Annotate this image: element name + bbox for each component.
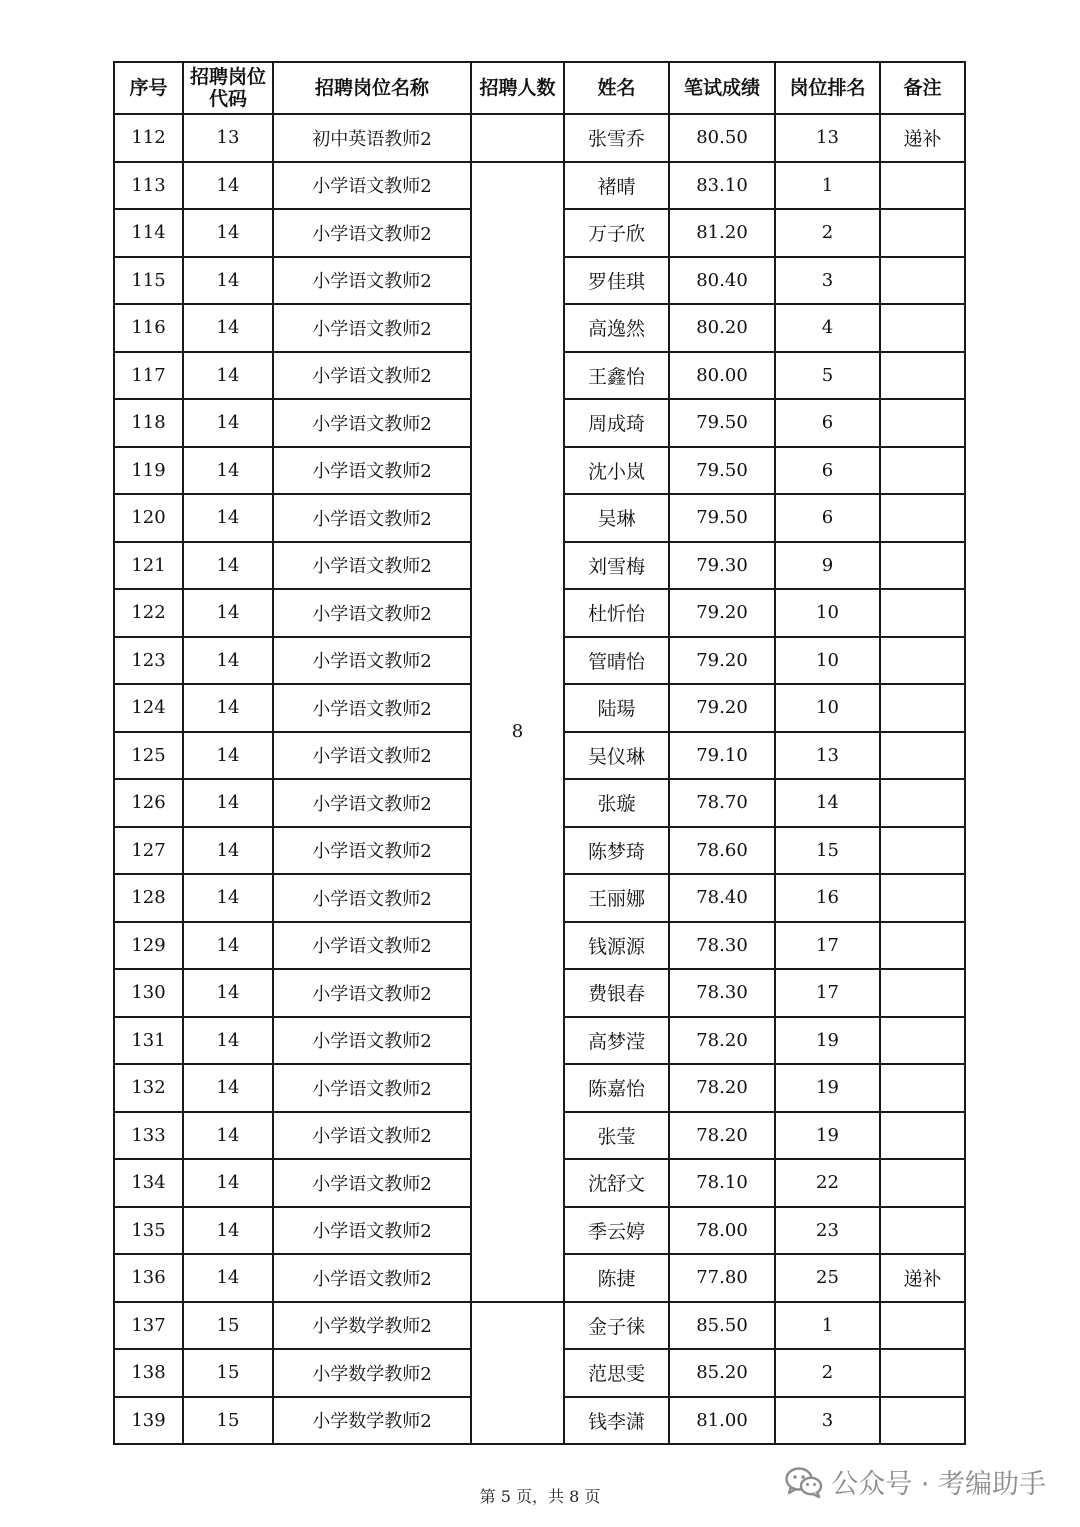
- cell-code: 14: [183, 257, 273, 305]
- header-note: 备注: [880, 62, 965, 114]
- cell-score: 78.40: [669, 874, 775, 922]
- cell-post: 小学语文教师2: [273, 827, 471, 875]
- cell-name: 管晴怡: [564, 637, 669, 685]
- cell-code: 14: [183, 352, 273, 400]
- cell-seq: 121: [114, 542, 183, 590]
- cell-code: 15: [183, 1397, 273, 1445]
- cell-score: 79.30: [669, 542, 775, 590]
- cell-seq: 133: [114, 1112, 183, 1160]
- cell-score: 80.50: [669, 114, 775, 162]
- cell-post: 小学语文教师2: [273, 684, 471, 732]
- cell-rank: 22: [775, 1159, 880, 1207]
- table-row: [114, 162, 965, 210]
- cell-rank: 19: [775, 1112, 880, 1160]
- cell-score: 79.20: [669, 684, 775, 732]
- cell-score: 79.50: [669, 399, 775, 447]
- cell-note: [880, 827, 965, 875]
- cell-note: [880, 1159, 965, 1207]
- header-seq: 序号: [114, 62, 183, 114]
- cell-code: 14: [183, 779, 273, 827]
- cell-score: 79.20: [669, 637, 775, 685]
- results-table: [113, 61, 966, 1445]
- cell-post: 小学语文教师2: [273, 1254, 471, 1302]
- wechat-icon: [785, 1466, 823, 1498]
- cell-seq: 118: [114, 399, 183, 447]
- cell-score: 78.70: [669, 779, 775, 827]
- cell-name: 王丽娜: [564, 874, 669, 922]
- cell-rank: 17: [775, 922, 880, 970]
- cell-score: 81.00: [669, 1397, 775, 1445]
- cell-score: 78.10: [669, 1159, 775, 1207]
- cell-note: [880, 1397, 965, 1445]
- cell-code: 14: [183, 922, 273, 970]
- cell-rank: 17: [775, 969, 880, 1017]
- cell-code: 14: [183, 874, 273, 922]
- cell-rank: 19: [775, 1064, 880, 1112]
- cell-note: [880, 969, 965, 1017]
- cell-score: 77.80: [669, 1254, 775, 1302]
- cell-name: 高梦滢: [564, 1017, 669, 1065]
- cell-post: 小学语文教师2: [273, 352, 471, 400]
- cell-code: 14: [183, 209, 273, 257]
- cell-code: 14: [183, 637, 273, 685]
- header-post: 招聘岗位名称: [273, 62, 471, 114]
- cell-post: 小学语文教师2: [273, 1017, 471, 1065]
- cell-score: 85.20: [669, 1349, 775, 1397]
- cell-seq: 123: [114, 637, 183, 685]
- cell-code: 14: [183, 969, 273, 1017]
- header-rank: 岗位排名: [775, 62, 880, 114]
- cell-name: 陆瑒: [564, 684, 669, 732]
- cell-code: 14: [183, 494, 273, 542]
- cell-score: 78.60: [669, 827, 775, 875]
- cell-name: 罗佳琪: [564, 257, 669, 305]
- cell-code: 14: [183, 1017, 273, 1065]
- cell-rank: 2: [775, 1349, 880, 1397]
- cell-post: 小学语文教师2: [273, 1064, 471, 1112]
- cell-seq: 128: [114, 874, 183, 922]
- cell-post: 初中英语教师2: [273, 114, 471, 162]
- cell-score: 81.20: [669, 209, 775, 257]
- cell-name: 杜忻怡: [564, 589, 669, 637]
- cell-rank: 13: [775, 114, 880, 162]
- cell-note: 递补: [880, 114, 965, 162]
- table-row: [114, 114, 965, 162]
- cell-score: 80.00: [669, 352, 775, 400]
- cell-name: 周成琦: [564, 399, 669, 447]
- cell-rank: 6: [775, 399, 880, 447]
- cell-note: [880, 162, 965, 210]
- cell-name: 沈小岚: [564, 447, 669, 495]
- cell-name: 吴仪琳: [564, 732, 669, 780]
- cell-note: [880, 1349, 965, 1397]
- cell-quota-merged: [471, 1302, 564, 1445]
- cell-post: 小学数学教师2: [273, 1397, 471, 1445]
- cell-note: [880, 1112, 965, 1160]
- cell-seq: 132: [114, 1064, 183, 1112]
- cell-seq: 119: [114, 447, 183, 495]
- cell-code: 14: [183, 589, 273, 637]
- cell-code: 14: [183, 162, 273, 210]
- cell-note: [880, 874, 965, 922]
- cell-name: 范思雯: [564, 1349, 669, 1397]
- cell-note: [880, 209, 965, 257]
- cell-seq: 125: [114, 732, 183, 780]
- cell-note: [880, 779, 965, 827]
- cell-post: 小学语文教师2: [273, 304, 471, 352]
- cell-score: 79.20: [669, 589, 775, 637]
- cell-post: 小学语文教师2: [273, 209, 471, 257]
- cell-score: 78.30: [669, 969, 775, 1017]
- cell-name: 陈捷: [564, 1254, 669, 1302]
- cell-score: 85.50: [669, 1302, 775, 1350]
- cell-score: 79.10: [669, 732, 775, 780]
- cell-score: 78.00: [669, 1207, 775, 1255]
- cell-name: 褚晴: [564, 162, 669, 210]
- cell-code: 15: [183, 1302, 273, 1350]
- cell-note: [880, 399, 965, 447]
- cell-note: [880, 589, 965, 637]
- header-score: 笔试成绩: [669, 62, 775, 114]
- cell-name: 吴琳: [564, 494, 669, 542]
- page-number: 第 5 页，共 8 页: [479, 1487, 601, 1506]
- cell-score: 80.40: [669, 257, 775, 305]
- cell-code: 14: [183, 1112, 273, 1160]
- cell-post: 小学语文教师2: [273, 779, 471, 827]
- cell-name: 刘雪梅: [564, 542, 669, 590]
- cell-code: 14: [183, 1254, 273, 1302]
- table-body: [114, 114, 965, 1444]
- cell-seq: 116: [114, 304, 183, 352]
- cell-name: 季云婷: [564, 1207, 669, 1255]
- cell-name: 张莹: [564, 1112, 669, 1160]
- cell-name: 张雪乔: [564, 114, 669, 162]
- cell-note: [880, 1064, 965, 1112]
- cell-code: 14: [183, 447, 273, 495]
- cell-name: 钱源源: [564, 922, 669, 970]
- cell-rank: 25: [775, 1254, 880, 1302]
- cell-rank: 3: [775, 1397, 880, 1445]
- cell-rank: 10: [775, 684, 880, 732]
- cell-score: 80.20: [669, 304, 775, 352]
- cell-seq: 127: [114, 827, 183, 875]
- cell-note: [880, 257, 965, 305]
- cell-score: 83.10: [669, 162, 775, 210]
- cell-seq: 122: [114, 589, 183, 637]
- cell-note: [880, 684, 965, 732]
- watermark: [785, 1462, 1046, 1501]
- cell-seq: 131: [114, 1017, 183, 1065]
- cell-seq: 115: [114, 257, 183, 305]
- cell-rank: 1: [775, 1302, 880, 1350]
- header-name: 姓名: [564, 62, 669, 114]
- cell-post: 小学语文教师2: [273, 542, 471, 590]
- cell-score: 79.50: [669, 447, 775, 495]
- cell-seq: 137: [114, 1302, 183, 1350]
- cell-seq: 136: [114, 1254, 183, 1302]
- cell-rank: 6: [775, 494, 880, 542]
- cell-name: 费银春: [564, 969, 669, 1017]
- cell-rank: 13: [775, 732, 880, 780]
- cell-rank: 14: [775, 779, 880, 827]
- header-row: [114, 62, 965, 114]
- cell-name: 陈嘉怡: [564, 1064, 669, 1112]
- cell-rank: 19: [775, 1017, 880, 1065]
- cell-seq: 113: [114, 162, 183, 210]
- cell-seq: 117: [114, 352, 183, 400]
- cell-rank: 3: [775, 257, 880, 305]
- cell-seq: 134: [114, 1159, 183, 1207]
- cell-score: 78.20: [669, 1112, 775, 1160]
- cell-rank: 6: [775, 447, 880, 495]
- cell-name: 张璇: [564, 779, 669, 827]
- cell-rank: 1: [775, 162, 880, 210]
- cell-post: 小学语文教师2: [273, 399, 471, 447]
- cell-code: 13: [183, 114, 273, 162]
- cell-name: 钱李潇: [564, 1397, 669, 1445]
- cell-code: 15: [183, 1349, 273, 1397]
- cell-note: [880, 1302, 965, 1350]
- cell-code: 14: [183, 827, 273, 875]
- cell-seq: 112: [114, 114, 183, 162]
- cell-note: [880, 1207, 965, 1255]
- cell-post: 小学语文教师2: [273, 589, 471, 637]
- cell-note: [880, 1017, 965, 1065]
- cell-rank: 15: [775, 827, 880, 875]
- cell-seq: 126: [114, 779, 183, 827]
- cell-score: 78.20: [669, 1064, 775, 1112]
- cell-note: [880, 447, 965, 495]
- cell-quota-merged: 8: [471, 162, 564, 1302]
- cell-rank: 16: [775, 874, 880, 922]
- cell-seq: 139: [114, 1397, 183, 1445]
- cell-post: 小学语文教师2: [273, 1112, 471, 1160]
- cell-note: [880, 352, 965, 400]
- cell-post: 小学数学教师2: [273, 1349, 471, 1397]
- cell-seq: 138: [114, 1349, 183, 1397]
- cell-note: [880, 542, 965, 590]
- cell-seq: 129: [114, 922, 183, 970]
- cell-post: 小学语文教师2: [273, 494, 471, 542]
- cell-post: 小学语文教师2: [273, 257, 471, 305]
- cell-note: [880, 304, 965, 352]
- cell-post: 小学语文教师2: [273, 922, 471, 970]
- cell-code: 14: [183, 304, 273, 352]
- cell-post: 小学语文教师2: [273, 732, 471, 780]
- cell-note: [880, 922, 965, 970]
- cell-note: [880, 637, 965, 685]
- cell-post: 小学数学教师2: [273, 1302, 471, 1350]
- cell-quota: [471, 114, 564, 162]
- cell-code: 14: [183, 542, 273, 590]
- cell-post: 小学语文教师2: [273, 874, 471, 922]
- cell-post: 小学语文教师2: [273, 1207, 471, 1255]
- cell-seq: 120: [114, 494, 183, 542]
- cell-name: 万子欣: [564, 209, 669, 257]
- cell-code: 14: [183, 1207, 273, 1255]
- cell-score: 78.20: [669, 1017, 775, 1065]
- cell-seq: 135: [114, 1207, 183, 1255]
- watermark-text: 公众号 · 考编助手: [831, 1469, 1046, 1500]
- cell-rank: 23: [775, 1207, 880, 1255]
- cell-name: 陈梦琦: [564, 827, 669, 875]
- cell-seq: 130: [114, 969, 183, 1017]
- cell-seq: 114: [114, 209, 183, 257]
- cell-post: 小学语文教师2: [273, 447, 471, 495]
- cell-note: 递补: [880, 1254, 965, 1302]
- cell-post: 小学语文教师2: [273, 969, 471, 1017]
- header-code: 招聘岗位代码: [183, 62, 273, 114]
- cell-name: 王鑫怡: [564, 352, 669, 400]
- cell-seq: 124: [114, 684, 183, 732]
- cell-post: 小学语文教师2: [273, 1159, 471, 1207]
- cell-post: 小学语文教师2: [273, 637, 471, 685]
- cell-name: 金子徕: [564, 1302, 669, 1350]
- cell-post: 小学语文教师2: [273, 162, 471, 210]
- cell-score: 79.50: [669, 494, 775, 542]
- cell-rank: 4: [775, 304, 880, 352]
- table-row: [114, 1302, 965, 1350]
- cell-name: 高逸然: [564, 304, 669, 352]
- cell-code: 14: [183, 732, 273, 780]
- cell-rank: 10: [775, 589, 880, 637]
- cell-name: 沈舒文: [564, 1159, 669, 1207]
- cell-score: 78.30: [669, 922, 775, 970]
- cell-note: [880, 732, 965, 780]
- header-quota: 招聘人数: [471, 62, 564, 114]
- cell-rank: 10: [775, 637, 880, 685]
- cell-rank: 5: [775, 352, 880, 400]
- cell-note: [880, 494, 965, 542]
- cell-rank: 9: [775, 542, 880, 590]
- cell-rank: 2: [775, 209, 880, 257]
- cell-code: 14: [183, 399, 273, 447]
- cell-code: 14: [183, 1159, 273, 1207]
- cell-code: 14: [183, 684, 273, 732]
- cell-code: 14: [183, 1064, 273, 1112]
